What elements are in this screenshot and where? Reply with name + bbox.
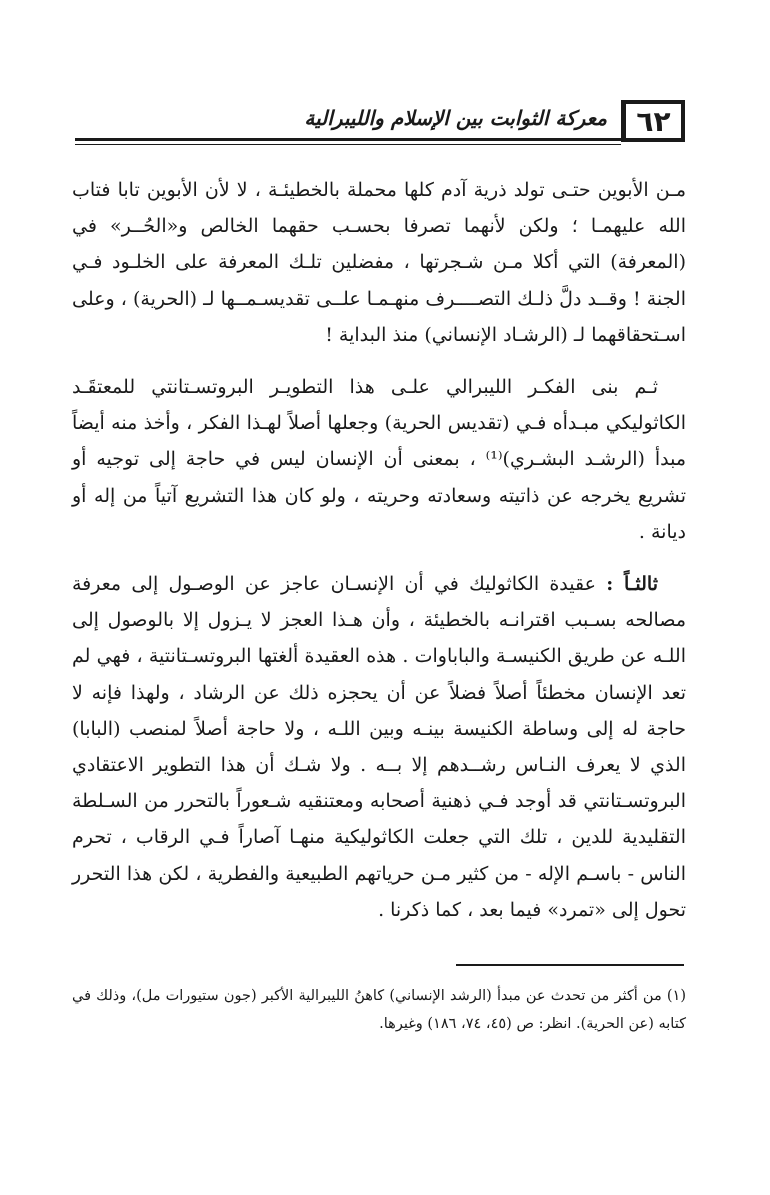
paragraph-text: مـن الأبوين حتـى تولد ذرية آدم كلها محملة بالخطيئـة ، لا لأن الأبوين تابا فتاب الله عليهمـا ؛ ولكن لأنهما تصرفا بحسـب حقهما الخالص و«الحُــر» في (المعرفة) التي أكلا مـن شـجرتها ، مفضلين تلـك المعرفة على الخلـود فـي الجنة ! وقــد دلَّ ذلـك التصــــرف منهـمـا علــى تقديسـمــها لـ (الحرية) ، وعلى اسـتحقاقهما لـ (الرشـاد الإنساني) منذ البداية ! [72, 179, 686, 346]
page-header [75, 98, 685, 146]
paragraph-lead: ثالثـاً : [606, 573, 658, 596]
paragraph-3 [72, 566, 686, 928]
running-title: معركة الثوابت بين الإسلام والليبرالية [304, 106, 607, 130]
paragraph-text: عقيدة الكاثوليك في أن الإنسـان عاجز عن الوصـول إلى معرفة مصالحه بسـبب اقترانـه بالخطيئة ، وأن هـذا العجز لا يـزول إلا بالوصول إلى اللـه عن طريق الكنيسـة والباباوات . هذه العقيدة ألغتها البروتسـتانتية ، فهي لم تعد الإنسان مخطئاً أصلاً فضلاً عن أن يحجزه ذلك عن الرشاد ، ولهذا فإنه لا حاجة له إلى وساطة الكنيسة بينـه وبين اللـه ، ولا حاجة أصلاً لمنصب (البابا) الذي لا يعرف النـاس رشــدهم إلا بــه . ولا شـك أن هذا التطوير الاعتقادي البروتسـتانتي قد أوجد فـي ذهنية أصحابه ومعتنقيه شـعوراً بالتحرر من السـلطة التقليدية للدين ، تلك التي جعلت الكاثوليكية منهـا آصاراً فـي الرقاب ، تحرم الناس - باسـم الإله - من كثير مـن حرياتهم الطبيعية والفطرية ، لكن هذا التحرر تحول إلى «تمرد» فيما بعد ، كما ذكرنا . [72, 573, 686, 921]
paragraph-2 [72, 369, 686, 550]
footnote-separator [456, 964, 684, 966]
header-rule-thick [75, 138, 621, 141]
footnote: (١) من أكثر من تحدث عن مبدأ (الرشد الإنساني) كاهنُ الليبرالية الأكبر (جون ستيورات مل)، وذلك في كتابه (عن الحرية). انظر: ص (٤٥، ٧٤، ١٨٦) وغيرها. [72, 988, 686, 1032]
paragraph-1 [72, 172, 686, 353]
paragraph-text: ثـم بنى الفكـر الليبرالي علـى هذا التطويـر البروتسـتانتي للمعتقَـد الكاثوليكي مبـدأه فـي (تقديس الحرية) وجعلها أصلاً لهـذا الفكر ، وأخذ منه أيضاً مبدأ (الرشـد البشـري)⁽¹⁾ ، بمعنى أن الإنسان ليس في حاجة إلى توجيه أو تشريع يخرجه عن ذاتيته وسعادته وحريته ، ولو كان هذا التشريع آتياً من إله أو ديانة . [72, 376, 686, 543]
header-rule-thin [75, 144, 621, 145]
page-number: ٦٢ [621, 100, 685, 142]
body-text [72, 172, 686, 944]
